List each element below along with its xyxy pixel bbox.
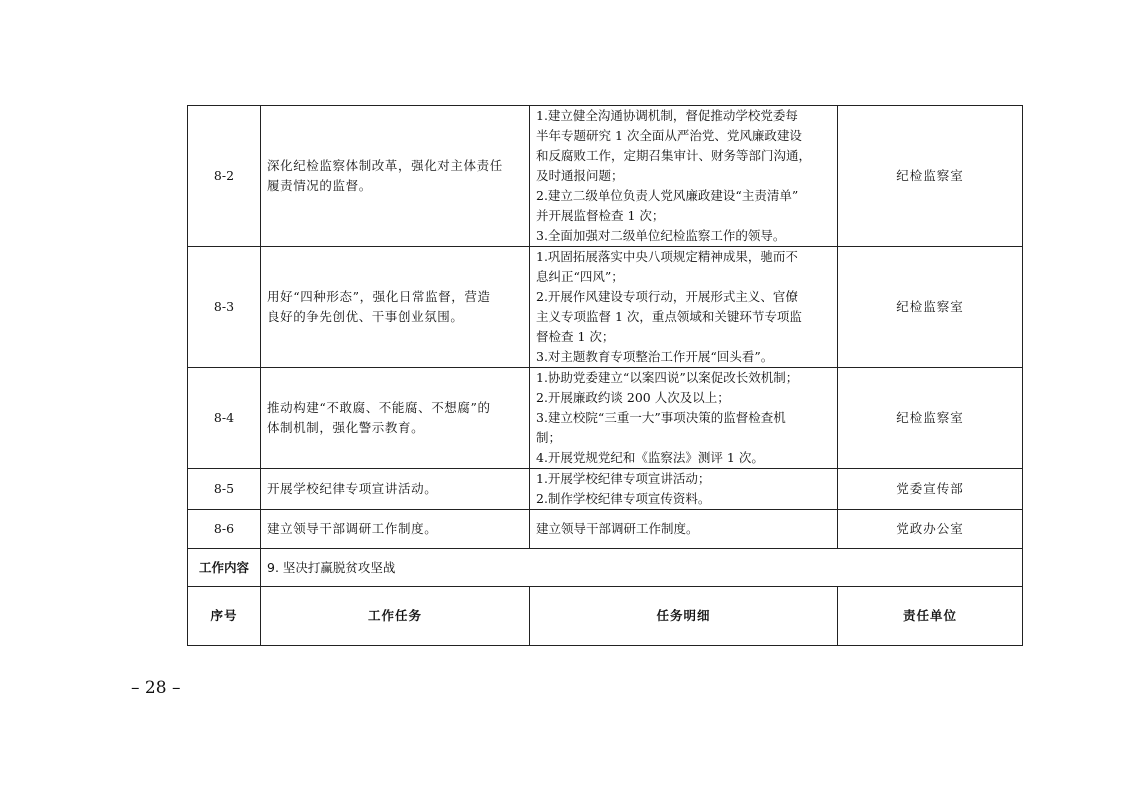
detail-line: 3.全面加强对二级单位纪检监察工作的领导。 (536, 228, 786, 243)
work-task (261, 247, 530, 368)
task-line: 开展学校纪律专项宣讲活动。 (267, 481, 438, 496)
detail-line: 2.开展作风建设专项行动，开展形式主义、官僚 (536, 289, 798, 304)
task-line: 建立领导干部调研工作制度。 (267, 521, 438, 536)
detail-line: 主义专项监督 1 次，重点领域和关键环节专项监 (536, 309, 802, 324)
task-details (530, 510, 838, 549)
detail-line: 3.建立校院“三重一大”事项决策的监督检查机 (536, 410, 786, 425)
work-task (261, 469, 530, 510)
table-row (188, 469, 1023, 510)
detail-line: 及时通报问题； (536, 168, 624, 183)
header-task: 工作任务 (261, 587, 530, 646)
task-details (530, 368, 838, 469)
responsible-unit: 纪检监察室 (838, 106, 1023, 247)
detail-line: 1.协助党委建立“以案四说”以案促改长效机制； (536, 370, 799, 385)
responsible-unit: 纪检监察室 (838, 368, 1023, 469)
detail-line: 2.开展廉政约谈 200 人次及以上； (536, 390, 730, 405)
task-table (187, 105, 1023, 646)
detail-line: 4.开展党规党纪和《监察法》测评 1 次。 (536, 450, 764, 465)
header-details: 任务明细 (530, 587, 838, 646)
task-line: 用好“四种形态”，强化日常监督，营造 (267, 289, 491, 304)
task-line: 良好的争先创优、干事创业氛围。 (267, 309, 464, 324)
task-line: 深化纪检监察体制改革，强化对主体责任 (267, 158, 503, 173)
row-number: 8-6 (188, 510, 261, 549)
row-number: 8-4 (188, 368, 261, 469)
task-details (530, 247, 838, 368)
section-label: 工作内容 (188, 549, 261, 587)
detail-line: 3.对主题教育专项整治工作开展“回头看”。 (536, 349, 774, 364)
table-row (188, 247, 1023, 368)
work-task (261, 510, 530, 549)
table-row (188, 368, 1023, 469)
row-number: 8-5 (188, 469, 261, 510)
header-no: 序号 (188, 587, 261, 646)
detail-line: 1.巩固拓展落实中央八项规定精神成果，驰而不 (536, 249, 798, 264)
detail-line: 并开展监督检查 1 次； (536, 208, 665, 223)
detail-line: 半年专题研究 1 次全面从严治党、党风廉政建设 (536, 128, 802, 143)
section-row (188, 549, 1023, 587)
task-line: 推动构建“不敢腐、不能腐、不想腐”的 (267, 400, 491, 415)
detail-line: 制； (536, 430, 562, 445)
detail-line: 1.建立健全沟通协调机制，督促推动学校党委每 (536, 108, 798, 123)
task-line: 履责情况的监督。 (267, 178, 372, 193)
detail-line: 督检查 1 次； (536, 329, 615, 344)
detail-line: 建立领导干部调研工作制度。 (536, 521, 699, 536)
task-details (530, 106, 838, 247)
row-number: 8-3 (188, 247, 261, 368)
table-row (188, 106, 1023, 247)
page-number: – 28 – (131, 678, 181, 698)
detail-line: 1.开展学校纪律专项宣讲活动； (536, 471, 711, 486)
detail-line: 息纠正“四风”； (536, 269, 624, 284)
detail-line: 2.建立二级单位负责人党风廉政建设“主责清单” (536, 188, 799, 203)
work-task (261, 368, 530, 469)
header-row (188, 587, 1023, 646)
task-line: 体制机制，强化警示教育。 (267, 420, 425, 435)
header-unit: 责任单位 (838, 587, 1023, 646)
responsible-unit: 党政办公室 (838, 510, 1023, 549)
detail-line: 2.制作学校纪律专项宣传资料。 (536, 491, 711, 506)
detail-line: 和反腐败工作，定期召集审计、财务等部门沟通， (536, 148, 812, 163)
responsible-unit: 纪检监察室 (838, 247, 1023, 368)
responsible-unit: 党委宣传部 (838, 469, 1023, 510)
work-task (261, 106, 530, 247)
task-details (530, 469, 838, 510)
row-number: 8-2 (188, 106, 261, 247)
table-row (188, 510, 1023, 549)
section-title: 9. 坚决打赢脱贫攻坚战 (261, 549, 1023, 587)
